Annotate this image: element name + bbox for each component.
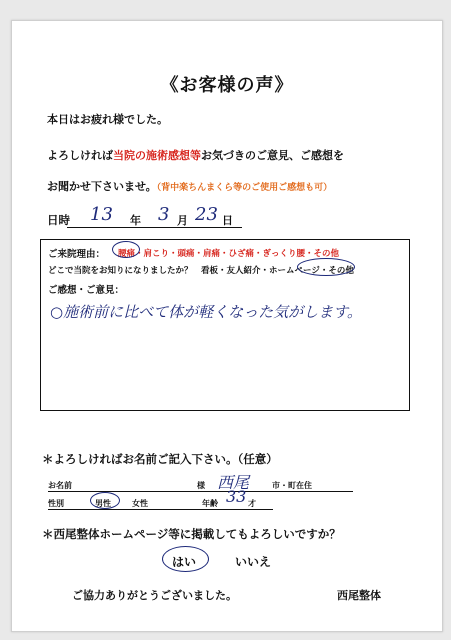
source-question: どこで当院をお知りになりましたか？ 看板・友人紹介・ホームページ・その他 [48,266,354,276]
date-month-unit: 月 [177,214,188,227]
gender-male: 男性 [95,499,111,508]
date-year-value: 13 [90,204,113,225]
reason-selected-circle [112,241,140,258]
source-selected-circle [297,258,355,276]
name-heading: ＊よろしければお名前ご記入下さい。（任意） [42,452,278,466]
date-month-value: 3 [158,204,170,225]
gender-selected-circle [90,492,120,509]
reason-options: 腰痛・肩こり・頭痛・肩痛・ひざ痛・ぎっくり腰・その他 [118,249,340,259]
intro-line-3-note: （背中楽ちんまくら等のご使用ご感想も可） [156,183,333,193]
intro-line-2-highlight: 当院の施術感想等 [113,149,201,162]
intro-line-2 [47,147,344,163]
footer-clinic-name: 西尾整体 [337,589,381,602]
comment-text: ○施術前に比べて体が軽くなった気がします。 [50,303,362,321]
survey-sheet [11,20,443,632]
name-sama: 様 [197,481,205,490]
date-day-unit: 日 [222,214,233,227]
permission-yes: はい [172,555,197,569]
gender-age-underline [48,509,273,510]
permission-no: いいえ [235,555,272,569]
permission-question: ＊西尾整体ホームページ等に掲載してもよろしいですか？ [42,527,341,541]
age-unit: 才 [248,499,256,508]
intro-line-3-prefix: お聞かせ下さいませ。 [47,180,157,193]
age-label: 年齢 [202,499,218,508]
date-underline [67,227,242,228]
name-value: 西尾 [217,473,250,492]
intro-line-2-prefix: よろしければ [47,149,113,162]
intro-line-3 [47,178,332,194]
date-label: 日時 [47,213,70,227]
age-value: 33 [226,487,247,506]
name-label: お名前 [48,481,72,490]
reason-label: ご来院理由： [48,249,106,260]
intro-line-2-suffix: お気づきのご意見、ご感想を [201,149,344,162]
date-day-value: 23 [195,204,218,225]
intro-line-1: 本日はお疲れ様でした。 [47,113,168,126]
name-underline [48,491,353,492]
footer-thanks: ご協力ありがとうございました。 [72,589,237,602]
city-suffix: 市・町在住 [272,481,312,490]
comment-label: ご感想・ご意見： [48,285,125,296]
date-year-unit: 年 [130,214,141,227]
page-title: 《お客様の声》 [160,75,294,96]
gender-label: 性別 [48,499,64,508]
permission-selected-circle [162,546,209,572]
gender-female: 女性 [132,499,148,508]
